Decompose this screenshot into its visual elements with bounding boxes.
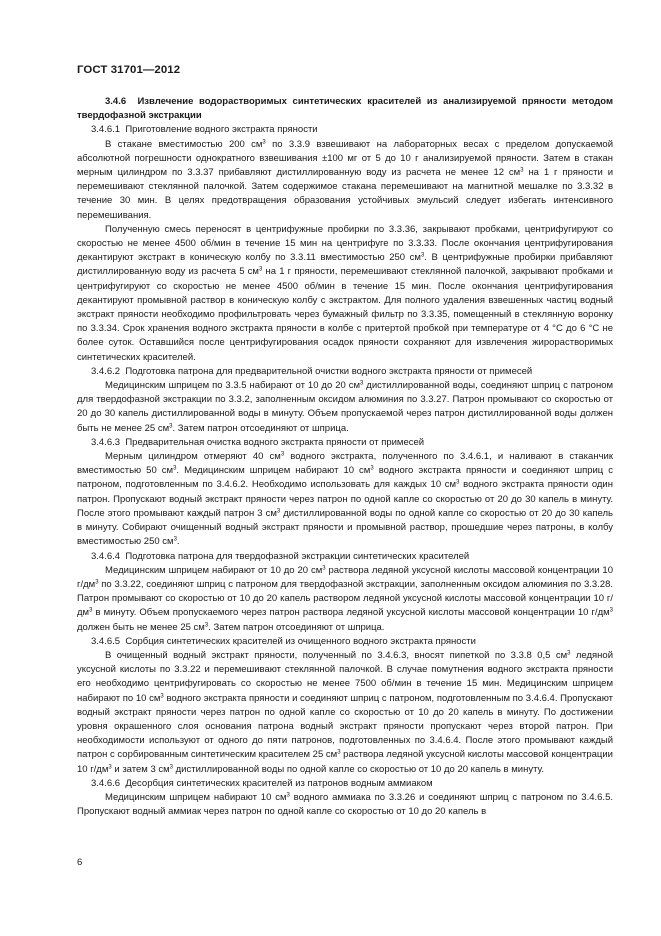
paragraph: В стакане вместимостью 200 $см^3$ по 3.3.9 взвешивают на лабораторных весах с пределом допускаемой абсолютной погрешности однократного взвешивания ±100 мг от 5 до 10 г анализируемой пряности. Затем в стакан мерным цилиндром по 3.3.37 прибавляют дистиллированную воду из расчета не менее 12 $см^3$ на 1 г пряности и перемешивают стеклянной палочкой. Затем содержимое стакана перемешивают на магнитной мешалке по 3.3.32 в течение 30 мин. В целях предотвращения образования устойчивых эмульсий следует избегать интенсивного перемешивания.: [77, 138, 613, 221]
subsection-title: 3.4.6.2 Подготовка патрона для предварительной очистки водного экстракта пряности от примесей: [91, 365, 533, 377]
document-header: ГОСТ 31701—2012: [77, 64, 181, 76]
subsection-title: 3.4.6.4 Подготовка патрона для твердофазной экстракции синтетических красителей: [91, 550, 470, 562]
paragraph: Медицинским шприцем набирают от 10 до 20 $см^3$ раствора ледяной уксусной кислоты массовой концентрации 10 $г/дм^3$ по 3.3.22, соединяют шприц с патроном для твердофазной экстракции, заполненным оксидом алюминия по 3.3.28. Патрон промывают со скоростью от 10 до 20 капель раствором ледяной уксусной кислоты массовой концентрации 10 $г/дм^3$ в минуту. Объем пропускаемого через патрон раствора ледяной уксусной кислоты массовой концентрации 10 $г/дм^3$ должен быть не менее 25 $см^3$. Затем патрон отсоединяют от шприца.: [77, 564, 613, 633]
paragraph: Мерным цилиндром отмеряют 40 $см^3$ водного экстракта, полученного по 3.4.6.1, и наливают в стаканчик вместимостью 50 $см^3$. Медицинским шприцем набирают 10 $см^3$ водного экстракта пряности и соединяют шприц с патроном, подготовленным по 3.4.6.2. Необходимо использовать для каждых 10 $см^3$ водного экстракта пряности один патрон. Пропускают водный экстракт пряности через патрон по одной капле со скоростью от 20 до 30 капель в минуту. После этого промывают каждый патрон 3 $см^3$ дистиллированной воды по одной капле со скоростью от 20 до 30 капель в минуту. Собирают очищенный водный экстракт пряности и промывной раствор, прошедшие через патроны, в колбу вместимостью 250 $см^3$.: [77, 451, 614, 548]
paragraph: Медицинским шприцем по 3.3.5 набирают от 10 до 20 $см^3$ дистиллированной воды, соединяют шприц с патроном для твердофазной экстракции по 3.3.2, заполненным оксидом алюминия по 3.3.27. Патрон промывают со скоростью от 20 до 30 капель дистиллированной воды в минуту. Объем пропускаемой через патрон дистиллированной воды должен быть не менее 25 $см^3$. Затем патрон отсоединяют от шприца.: [77, 380, 614, 434]
subsection-title: 3.4.6.1 Приготовление водного экстракта пряности: [91, 124, 318, 136]
document-body: [77, 95, 613, 819]
section-heading: 3.4.6 Извлечение водорастворимых синтетических красителей из анализируемой пряности методом твердофазной экстракции: [77, 96, 613, 122]
paragraph: В очищенный водный экстракт пряности, полученный по 3.4.6.3, вносят пипеткой по 3.3.8 0,5 $см^3$ ледяной уксусной кислоты по 3.3.22 и перемешивают стеклянной палочкой. В случае помутнения водного экстракта пряности его необходимо центрифугировать со скоростью не менее 7500 об/мин в течение 15 мин. Медицинским шприцем набирают по 10 $см^3$ водного экстракта пряности и соединяют шприц с патроном, подготовленным по 3.4.6.4. Пропускают водный экстракт пряности через патрон по одной капле со скоростью от 10 до 20 капель в минуту. По достижении уровня окрашенного слоя основания патрона водный экстракт пряности пропускают через второй патрон. При необходимости используют от одного до пяти патронов, подготовленных по 3.4.6.4. После этого промывают каждый патрон с сорбированным синтетическим красителем 25 $см^3$ раствора ледяной уксусной кислоты массовой концентрации 10 $г/дм^3$ и затем 3 $см^3$ дистиллированной воды по одной капле со скоростью от 10 до 20 капель в минуту.: [77, 649, 614, 775]
subsection-title: 3.4.6.6 Десорбция синтетических красителей из патронов водным аммиаком: [91, 777, 433, 789]
paragraph: Полученную смесь переносят в центрифужные пробирки по 3.3.36, закрывают пробками, центрифугируют со скоростью не менее 4500 об/мин в течение 15 мин на центрифуге по 3.3.33. После окончания центрифугирования декантируют экстракт в коническую колбу по 3.3.11 вместимостью 250 $см^3$. В центрифужные пробирки прибавляют дистиллированную воду из расчета 5 $см^3$ на 1 г пряности, перемешивают стеклянной палочкой, закрывают пробками и центрифугируют со скоростью не менее 4500 об/мин в течение 15 мин. После окончания центрифугирования декантируют промывной раствор в коническую колбу с экстрактом. Для полного удаления взвешенных частиц водный экстракт пряности необходимо профильтровать через бумажный фильтр по 3.3.35, помещенный в стеклянную воронку по 3.3.34. Срок хранения водного экстракта пряности в колбе с притертой пробкой при температуре от 4 °С до 6 °С не более суток. Оставшийся после центрифугирования осадок пряности сохраняют для извлечения жирорастворимых синтетических красителей.: [77, 223, 613, 363]
subsection-title: 3.4.6.3 Предварительная очистка водного экстракта пряности от примесей: [91, 436, 425, 448]
paragraph: Медицинским шприцем набирают 10 $см^3$ водного аммиака по 3.3.26 и соединяют шприц с патроном по 3.4.6.5. Пропускают водный аммиак через патрон по одной капле со скоростью от 10 до 20 капель в: [77, 791, 613, 818]
subsection-title: 3.4.6.5 Сорбция синтетических красителей из очищенного водного экстракта пряности: [91, 635, 476, 647]
page-number: 6: [77, 857, 83, 868]
